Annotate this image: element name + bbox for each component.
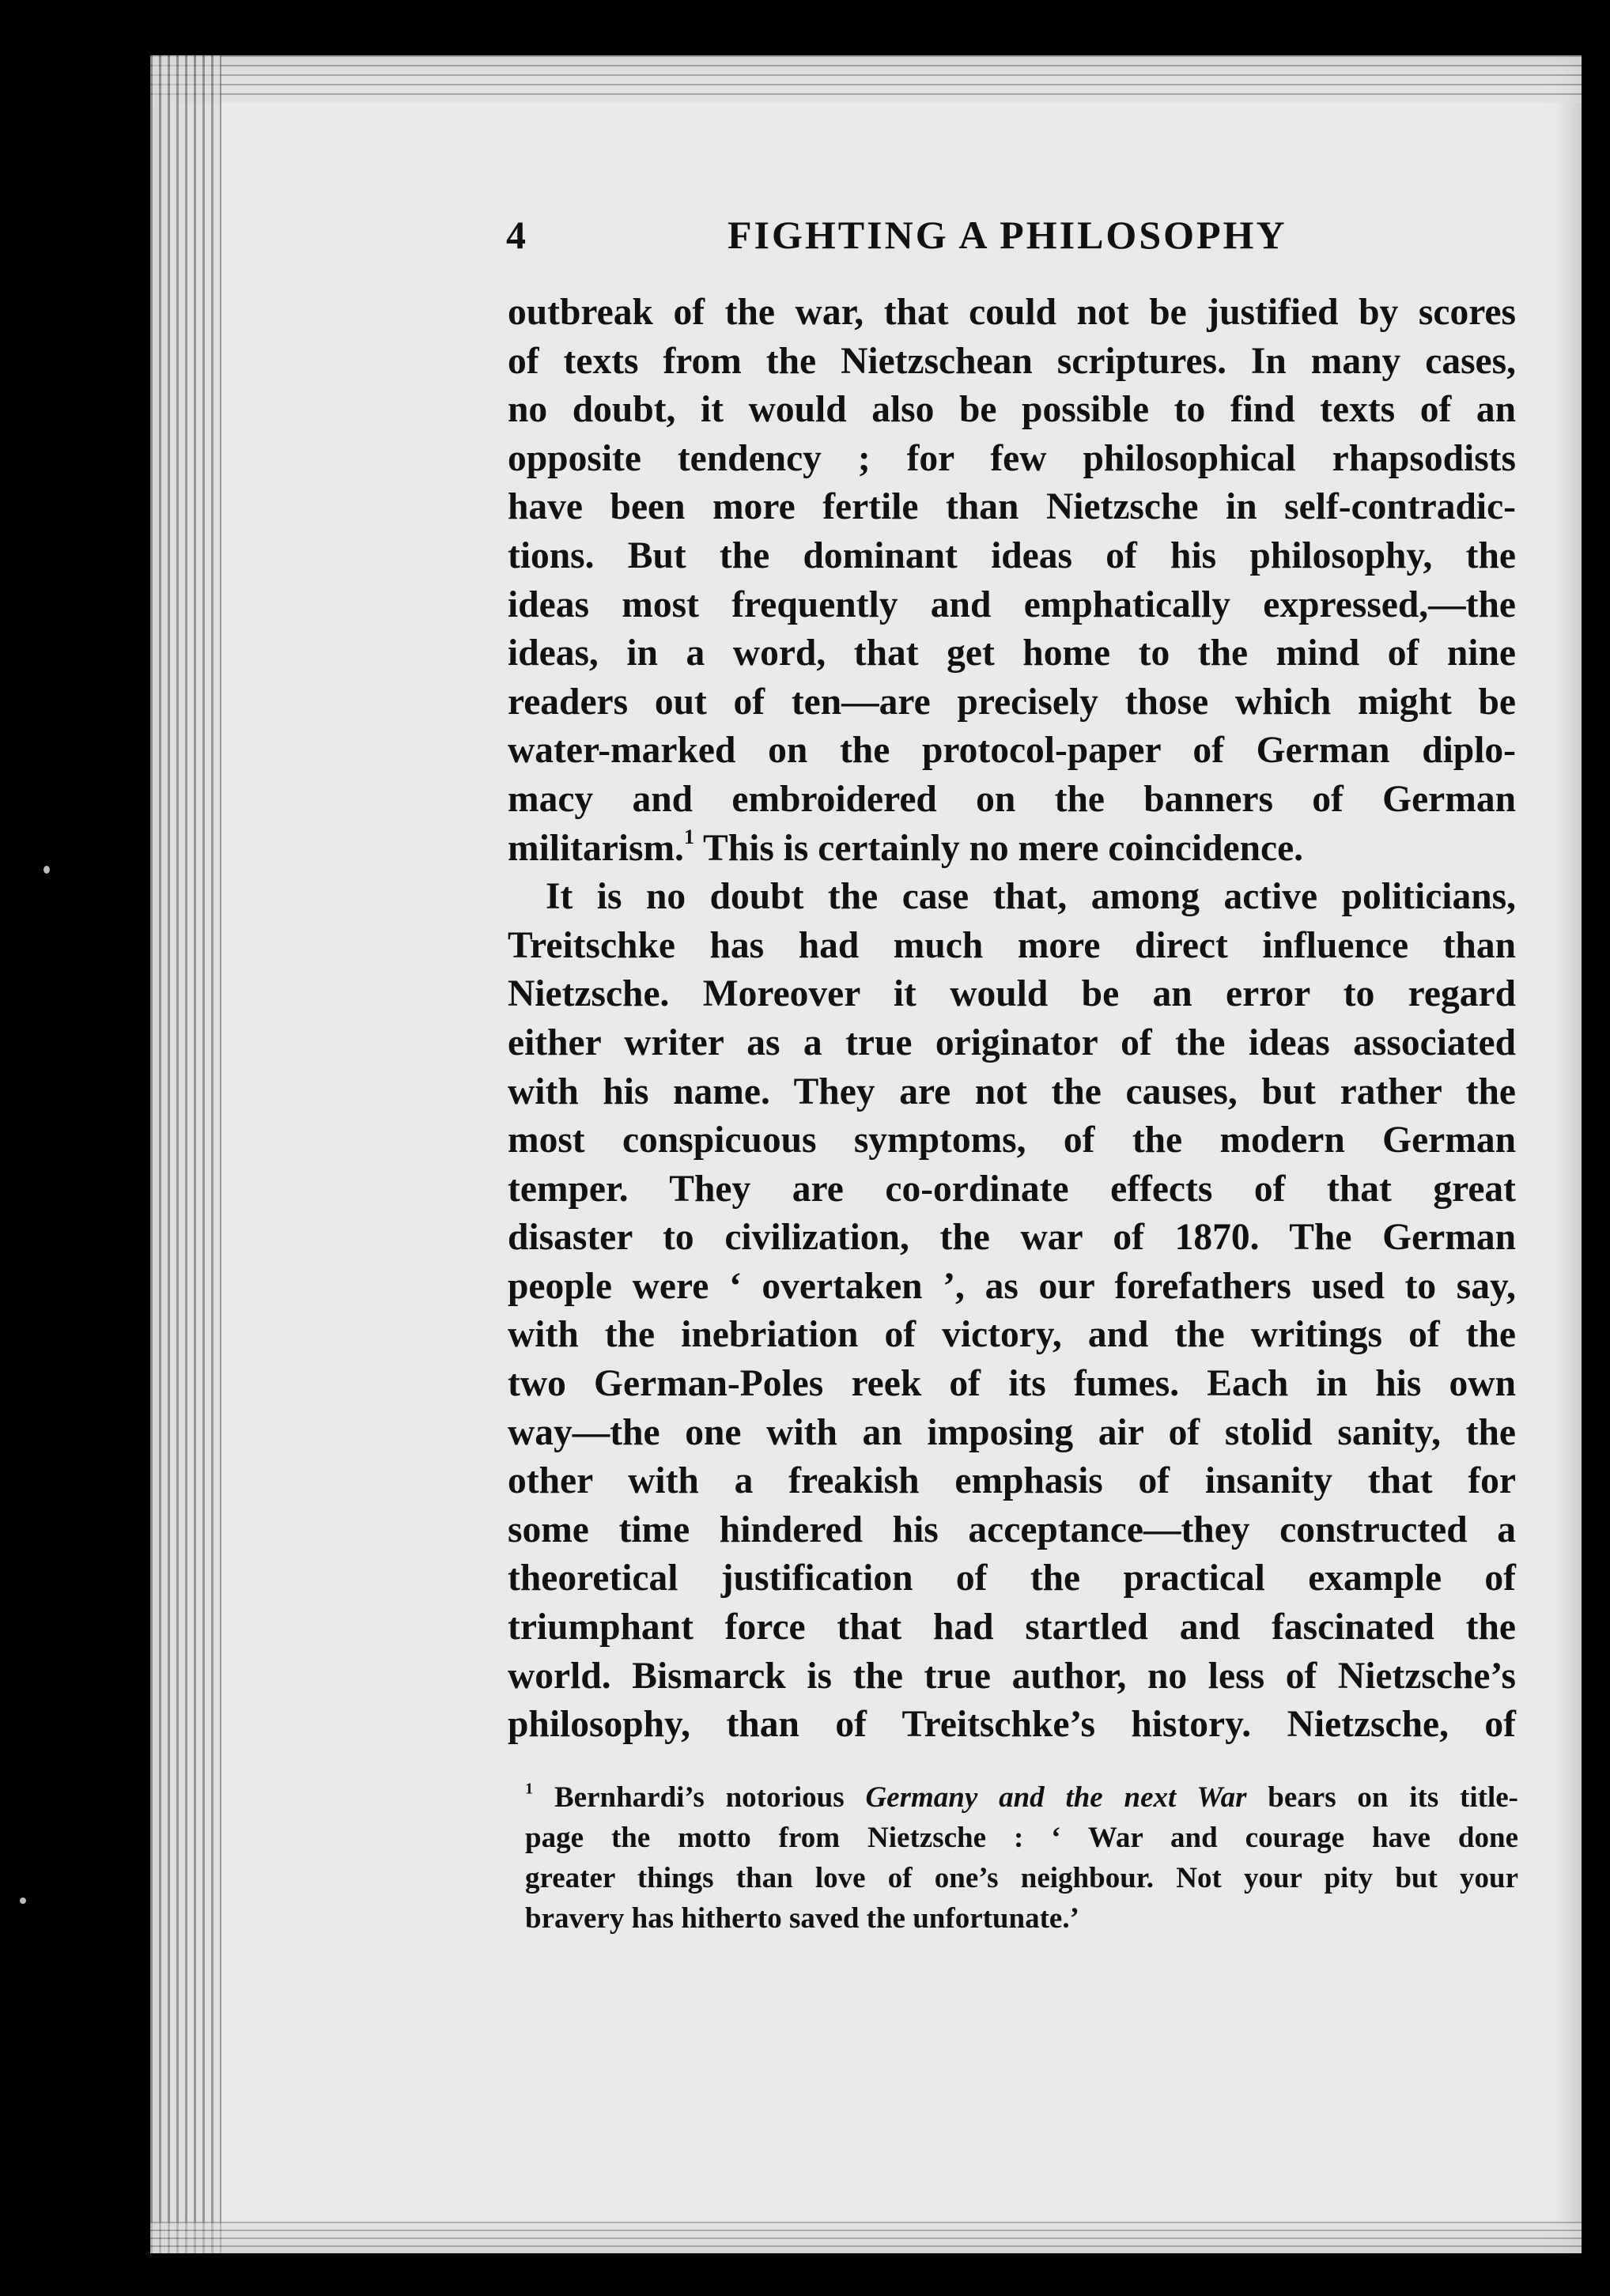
- text-line-paragraph-end: [508, 825, 1516, 874]
- text-line: people were ‘ overtaken ’, as our forefathers used to say,: [508, 1265, 1516, 1307]
- footnote-text: Bernhardi’s notorious: [554, 1781, 866, 1814]
- text-line: no doubt, it would also be possible to find texts of an: [508, 389, 1516, 431]
- text-line: some time hindered his acceptance—they constructed a: [508, 1509, 1516, 1550]
- footnote-marker: 1: [525, 1780, 534, 1798]
- footnote-line: bravery has hitherto saved the unfortunate.’: [525, 1902, 1079, 1935]
- footnote-reference: 1: [683, 825, 694, 848]
- text-line: world. Bismarck is the true author, no less of Nietzsche’s: [508, 1655, 1516, 1697]
- text-line: Nietzsche. Moreover it would be an error to regard: [508, 973, 1516, 1015]
- text-line: Treitschke has had much more direct influence than: [508, 924, 1516, 966]
- page-bottom-edge: [150, 2222, 1582, 2253]
- footnote-book-title: Germany and the next War: [865, 1781, 1247, 1814]
- text-fragment: militarism.: [508, 827, 684, 869]
- text-line-paragraph-start: It is no doubt the case that, among active politicians,: [546, 876, 1516, 918]
- running-head: FIGHTING A PHILOSOPHY: [728, 213, 1287, 257]
- page-number: 4: [506, 213, 527, 257]
- text-line: two German-Poles reek of its fumes. Each in his own: [508, 1363, 1516, 1405]
- footnote-line: [525, 1777, 1518, 1818]
- text-line: macy and embroidered on the banners of German: [508, 778, 1516, 820]
- text-line: opposite tendency ; for few philosophical rhapsodists: [508, 437, 1516, 479]
- text-line: either writer as a true originator of the ideas associated: [508, 1021, 1516, 1063]
- text-line: way—the one with an imposing air of stolid sanity, the: [508, 1411, 1516, 1453]
- text-line: of texts from the Nietzschean scriptures. In many cases,: [508, 340, 1516, 382]
- text-line: theoretical justification of the practical example of: [508, 1558, 1516, 1599]
- text-line: readers out of ten—are precisely those which might be: [508, 681, 1516, 723]
- text-line: ideas, in a word, that get home to the mind of nine: [508, 633, 1516, 674]
- text-line: outbreak of the war, that could not be justified by scores: [508, 292, 1516, 333]
- text-line: with his name. They are not the causes, but rather the: [508, 1071, 1516, 1112]
- text-line: most conspicuous symptoms, of the modern German: [508, 1120, 1516, 1161]
- footnote-line: page the motto from Nietzsche : ‘ War and courage have done: [525, 1822, 1518, 1854]
- footnote: [525, 1777, 1518, 1939]
- text-line: temper. They are co-ordinate effects of that great: [508, 1168, 1516, 1210]
- text-line: with the inebriation of victory, and the writings of the: [508, 1314, 1516, 1356]
- footnote-text: bears on its title-: [1246, 1781, 1519, 1814]
- text-line: have been more fertile than Nietzsche in self-contradic-: [508, 486, 1516, 528]
- text-line: triumphant force that had startled and fascinated the: [508, 1607, 1516, 1648]
- text-line: philosophy, than of Treitschke’s history. Nietzsche, of: [508, 1704, 1516, 1746]
- body-text: [508, 289, 1516, 1750]
- text-line: ideas most frequently and emphatically expressed,—the: [508, 583, 1516, 625]
- footnote-line: greater things than love of one’s neighbour. Not your pity but your: [525, 1862, 1518, 1894]
- text-line: disaster to civilization, the war of 1870. The German: [508, 1217, 1516, 1259]
- text-fragment: This is certainly no mere coincidence.: [694, 827, 1304, 869]
- text-line: tions. But the dominant ideas of his philosophy, the: [508, 534, 1516, 576]
- scan-blot: [43, 866, 50, 874]
- text-line: other with a freakish emphasis of insanity that for: [508, 1460, 1516, 1502]
- page-stack-edge: [150, 55, 221, 2253]
- page-top-edge: [150, 55, 1582, 103]
- scan-blot: [20, 1898, 26, 1904]
- text-line: water-marked on the protocol-paper of German diplo-: [508, 730, 1516, 772]
